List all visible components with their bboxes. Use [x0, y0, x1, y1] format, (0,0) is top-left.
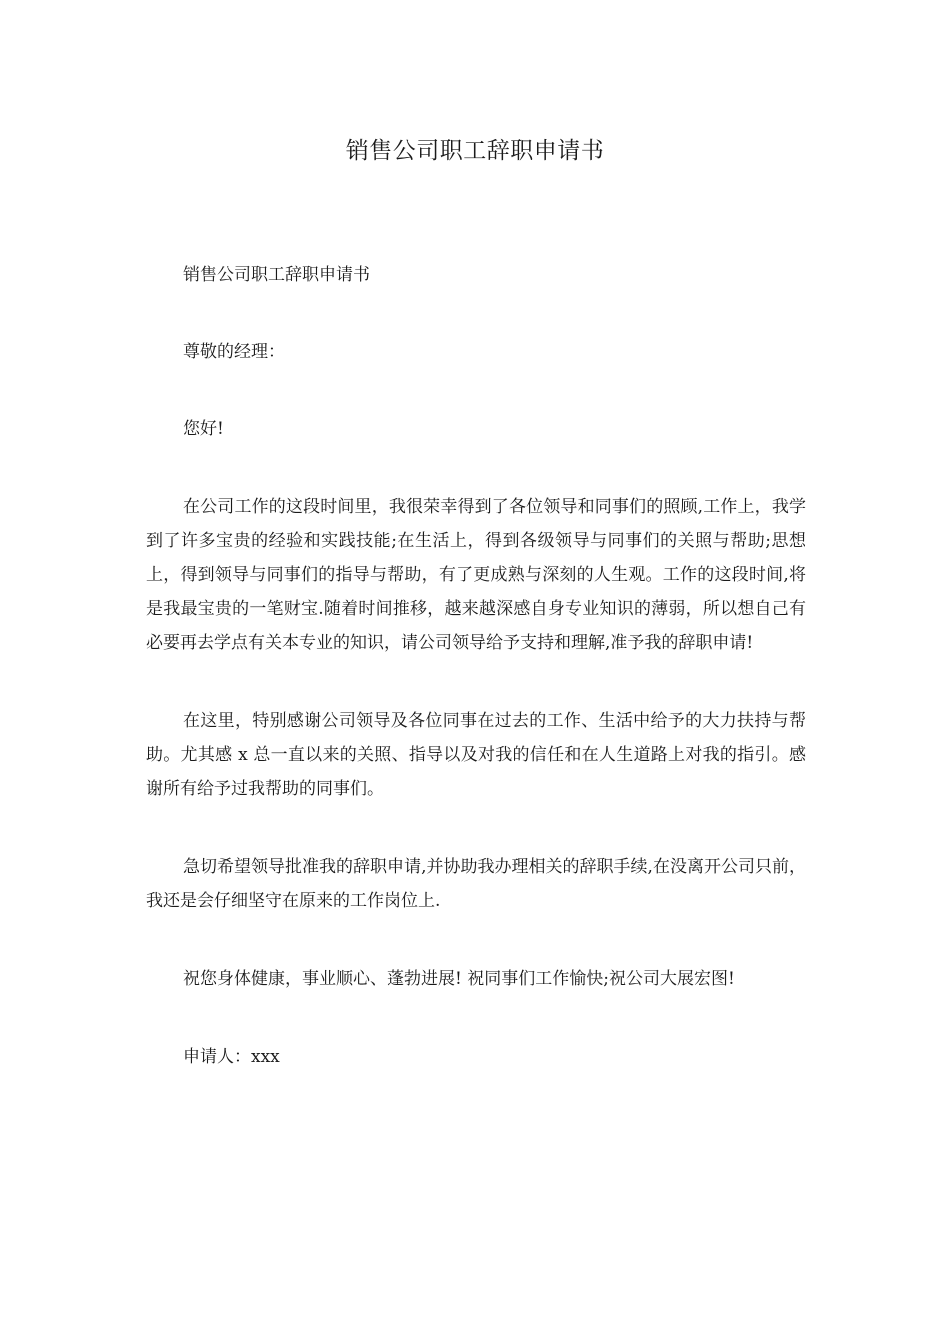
paragraph-gratitude-and-reason: 在公司工作的这段时间里，我很荣幸得到了各位领导和同事们的照顾,工作上，我学到了许多宝贵的经验和实践技能;在生活上，得到各级领导与同事们的关照与帮助;思想上，得到领导与同事们的指导与帮助，有了更成熟与深刻的人生观。工作的这段时间,将是我最宝贵的一笔财宝.随着时间推移，越来越深感自身专业知识的薄弱，所以想自己有必要再去学点有关本专业的知识，请公司领导给予支持和理解,准予我的辞职申请!	[146, 497, 806, 653]
greeting: 您好!	[183, 419, 224, 439]
paragraph-request: 急切希望领导批准我的辞职申请,并协助我办理相关的辞职手续,在没离开公司只前，我还是会仔细坚守在原来的工作岗位上.	[146, 857, 806, 911]
paragraph-thanks: 在这里，特别感谢公司领导及各位同事在过去的工作、生活中给予的大力扶持与帮助。尤其感 x 总一直以来的关照、指导以及对我的信任和在人生道路上对我的指引。感谢所有给予过我帮助的同事们。	[146, 711, 806, 799]
applicant-signature: 申请人：xxx	[183, 1047, 280, 1067]
document-body	[146, 258, 806, 1120]
closing-wishes: 祝您身体健康，事业顺心、蓬勃进展! 祝同事们工作愉快;祝公司大展宏图!	[183, 969, 735, 989]
letter-heading: 销售公司职工辞职申请书	[183, 265, 370, 285]
document-title: 销售公司职工辞职申请书	[345, 138, 605, 164]
salutation: 尊敬的经理：	[183, 342, 285, 362]
